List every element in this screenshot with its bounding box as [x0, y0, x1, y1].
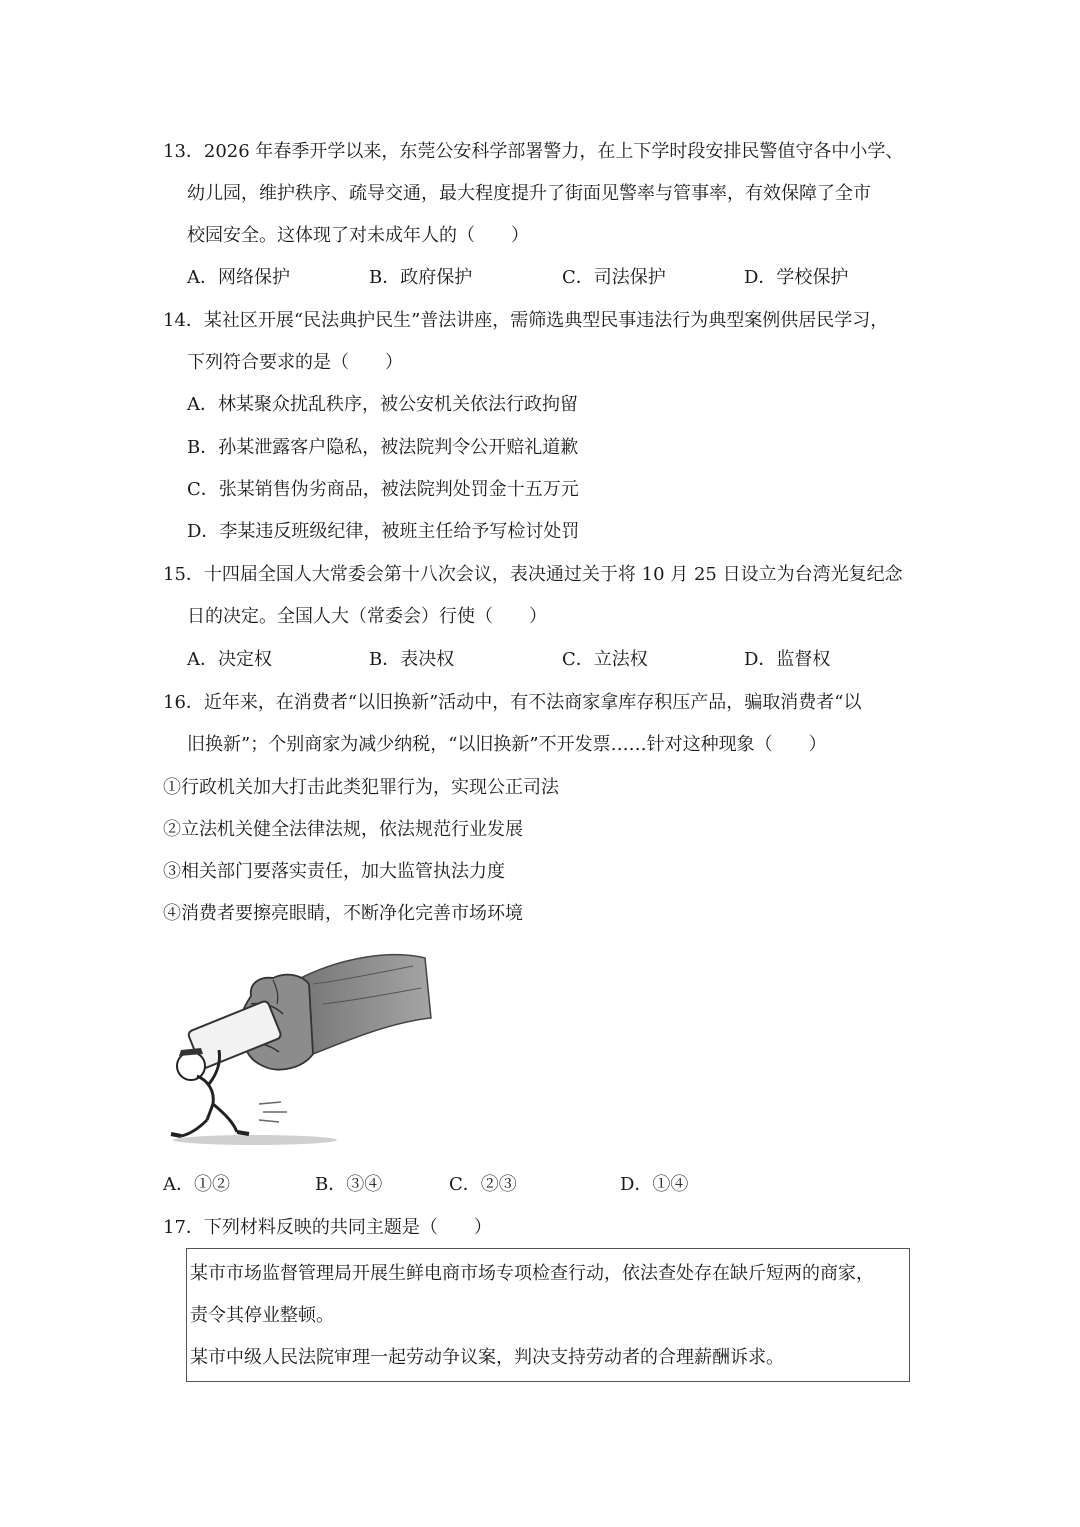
q16-option-c: C．②③: [449, 1174, 517, 1195]
q13-stem-line-1: 13．2026 年春季开学以来，东莞公安科学部署警力，在上下学时段安排民警值守各中小学、: [163, 141, 904, 162]
q17-material-line-3: 某市中级人民法院审理一起劳动争议案，判决支持劳动者的合理薪酬诉求。: [190, 1347, 784, 1368]
q14-option-a: A．林某聚众扰乱秩序，被公安机关依法行政拘留: [187, 394, 578, 415]
q13-stem-line-3: 校园安全。这体现了对未成年人的（ ）: [187, 225, 529, 246]
q15-stem-line-1: 15．十四届全国人大常委会第十八次会议，表决通过关于将 10 月 25 日设立为台湾光复纪念: [163, 564, 903, 585]
q13-option-a: A．网络保护: [187, 267, 290, 288]
q16-option-a: A．①②: [163, 1174, 230, 1195]
q13-option-c: C．司法保护: [562, 267, 666, 288]
runner-head: [177, 1052, 205, 1080]
q13-stem-line-2: 幼儿园，维护秩序、疏导交通，最大程度提升了街面见警率与管事率，有效保障了全市: [187, 183, 871, 204]
q13-option-b: B．政府保护: [369, 267, 473, 288]
q15-option-b: B．表决权: [369, 649, 455, 670]
q16-option-b: B．③④: [315, 1174, 383, 1195]
q14-option-c: C．张某销售伪劣商品，被法院判处罚金十五万元: [187, 479, 579, 500]
q14-stem-line-2: 下列符合要求的是（ ）: [187, 352, 403, 373]
q15-option-d: D．监督权: [744, 649, 831, 670]
q15-stem-line-2: 日的决定。全国人大（常委会）行使（ ）: [187, 606, 547, 627]
q16-statement-3: ③相关部门要落实责任，加大监管执法力度: [163, 861, 505, 882]
q17-material-line-1: 某市市场监督管理局开展生鲜电商市场专项检查行动，依法查处存在缺斤短两的商家，: [190, 1263, 874, 1284]
q14-stem-line-1: 14．某社区开展“民法典护民生”普法讲座，需筛选典型民事违法行为典型案例供居民学习，: [163, 310, 889, 331]
q16-stem-line-2: 旧换新”；个别商家为减少纳税，“以旧换新”不开发票……针对这种现象（ ）: [187, 734, 827, 755]
q15-option-c: C．立法权: [562, 649, 648, 670]
q14-option-d: D．李某违反班级纪律，被班主任给予写检讨处罚: [187, 521, 580, 542]
q16-option-d: D．①④: [620, 1174, 689, 1195]
q16-statement-2: ②立法机关健全法律法规，依法规范行业发展: [163, 819, 523, 840]
fist-chasing-cartoon: [163, 944, 435, 1152]
q17-material-line-2: 责令其停业整顿。: [190, 1305, 334, 1326]
q14-option-b: B．孙某泄露客户隐私，被法院判令公开赔礼道歉: [187, 437, 579, 458]
q16-stem-line-1: 16．近年来，在消费者“以旧换新”活动中，有不法商家拿库存积压产品，骗取消费者“以: [163, 692, 862, 713]
q13-option-d: D．学校保护: [744, 267, 849, 288]
q16-statement-4: ④消费者要擦亮眼睛，不断净化完善市场环境: [163, 903, 523, 924]
q17-stem: 17．下列材料反映的共同主题是（ ）: [163, 1217, 492, 1238]
q15-option-a: A．决定权: [187, 649, 272, 670]
q16-statement-1: ①行政机关加大打击此类犯罪行为，实现公正司法: [163, 777, 559, 798]
